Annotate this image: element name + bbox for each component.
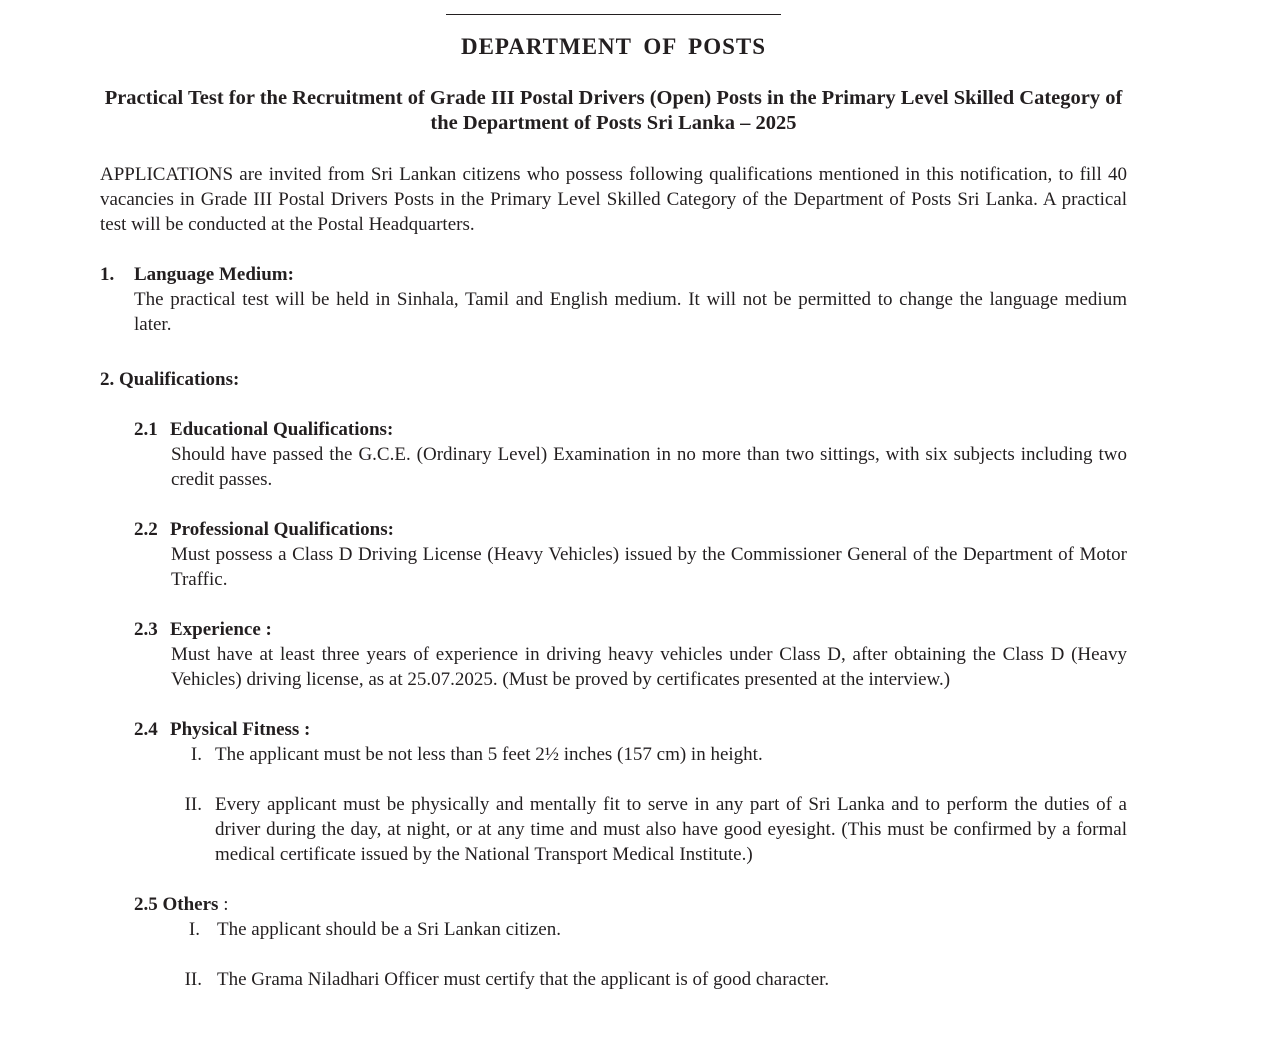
- section-1-number: 1.: [100, 264, 115, 285]
- section-2-2-heading: [134, 517, 394, 542]
- section-2-4-heading: [134, 717, 310, 742]
- department-title: DEPARTMENT OF POSTS: [460, 34, 767, 59]
- section-2-2-title: Professional Qualifications:: [170, 519, 394, 540]
- section-2-1-heading: [134, 417, 393, 442]
- section-2-1-title: Educational Qualifications:: [170, 419, 394, 440]
- section-2-2-number: 2.2: [134, 519, 158, 540]
- section-2-1-text: Should have passed the G.C.E. (Ordinary Level) Examination in no more than two sittings, with six subjects including two credit passes.: [171, 444, 1127, 490]
- section-1-title: Language Medium:: [134, 264, 294, 285]
- section-2-5-heading: [134, 892, 228, 917]
- list-item: [0, 792, 1127, 867]
- list-item-text: The Grama Niladhari Officer must certify that the applicant is of good character.: [217, 969, 830, 990]
- list-item: [0, 917, 1127, 942]
- section-2-3-number: 2.3: [134, 619, 158, 640]
- section-2-5-title: 2.5 Others: [134, 894, 219, 915]
- list-item-numeral: I.: [190, 744, 202, 765]
- section-2-2-text: Must possess a Class D Driving License (Heavy Vehicles) issued by the Commissioner General of the Department of Motor Traffic.: [171, 544, 1127, 590]
- list-item-text: Every applicant must be physically and mentally fit to serve in any part of Sri Lanka and to perform the duties of a driver during the day, at night, or at any time and must also have good eyesight. (This must be confirmed by a formal medical certificate issued by the National Transport Medical Institute.): [215, 794, 1127, 865]
- section-2-1-number: 2.1: [134, 419, 158, 440]
- top-rule: [446, 14, 781, 15]
- section-2-4-number: 2.4: [134, 719, 158, 740]
- list-item-numeral: II.: [184, 969, 202, 990]
- section-2-4-title: Physical Fitness :: [170, 719, 311, 740]
- list-item-text: The applicant must be not less than 5 feet 2½ inches (157 cm) in height.: [215, 744, 763, 765]
- list-item-text: The applicant should be a Sri Lankan citizen.: [217, 919, 561, 940]
- list-item: [0, 742, 1127, 767]
- section-1-text: The practical test will be held in Sinhala, Tamil and English medium. It will not be permitted to change the language medium later.: [134, 289, 1127, 335]
- section-1-heading: [100, 262, 294, 287]
- list-item: [0, 967, 1127, 992]
- section-2-heading: 2. Qualifications:: [100, 369, 240, 390]
- section-2-3-heading: [134, 617, 272, 642]
- intro-paragraph: APPLICATIONS are invited from Sri Lankan citizens who possess following qualifications mentioned in this notification, to fill 40 vacancies in Grade III Postal Drivers Posts in the Primary Level Skilled Category of the Department of Posts Sri Lanka. A practical test will be conducted at the Postal Headquarters.: [100, 164, 1127, 235]
- section-2-3-text: Must have at least three years of experience in driving heavy vehicles under Class D, after obtaining the Class D (Heavy Vehicles) driving license, as at 25.07.2025. (Must be proved by certificates presented at the interview.): [171, 644, 1127, 690]
- section-2-5-colon: :: [218, 894, 229, 915]
- list-item-numeral: II.: [184, 794, 202, 815]
- notice-title: Practical Test for the Recruitment of Grade III Postal Drivers (Open) Posts in the Primary Level Skilled Category of the Department of Posts Sri Lanka – 2025: [104, 87, 1123, 134]
- list-item-numeral: I.: [188, 919, 200, 940]
- section-2-3-title: Experience :: [170, 619, 272, 640]
